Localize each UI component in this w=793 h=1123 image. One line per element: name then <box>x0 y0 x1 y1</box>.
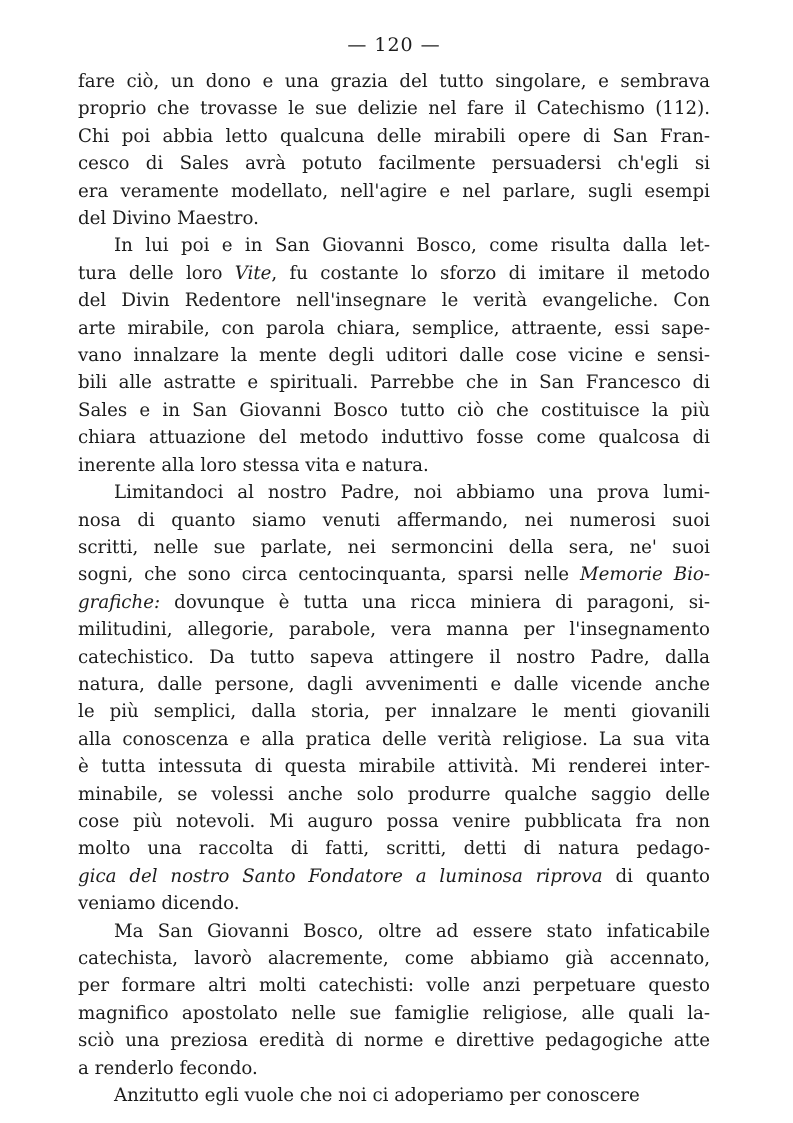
text-line: le più semplici, dalla storia, per innalzare le menti giovanili <box>78 701 710 723</box>
text-line: minabile, se volessi anche solo produrre qualche saggio delle <box>78 783 710 805</box>
text-line: del Divin Redentore nell'insegnare le verità evangeliche. Con <box>78 290 710 312</box>
text-line: fare ciò, un dono e una grazia del tutto singolare, e sembrava <box>78 71 710 92</box>
text-line: militudini, allegorie, parabole, vera manna per l'insegnamento <box>78 619 710 641</box>
text-line: per formare altri molti catechisti: volle anzi perpetuare questo <box>78 975 710 997</box>
text-line: natura, dalle persone, dagli avvenimenti e dalle vicende anche <box>78 673 710 695</box>
paragraph <box>78 918 710 1082</box>
text-line: alla conoscenza e alla pratica delle verità religiose. La sua vita <box>78 728 710 750</box>
text-line: scritti, nelle sue parlate, nei sermoncini della sera, ne' suoi <box>78 536 710 558</box>
text-line: tura delle loro Vite, fu costante lo sforzo di imitare il metodo <box>78 262 710 284</box>
page-number: — 120 — <box>347 34 441 56</box>
text-line: molto una raccolta di fatti, scritti, detti di natura pedago- <box>78 838 710 860</box>
text-line: Chi poi abbia letto qualcuna delle mirabili opere di San Fran- <box>78 125 710 147</box>
paragraph <box>78 1082 710 1109</box>
text-line: grafiche: dovunque è tutta una ricca miniera di paragoni, si- <box>78 591 710 613</box>
text-line: Sales e in San Giovanni Bosco tutto ciò che costituisce la più <box>78 399 710 421</box>
body-text <box>78 68 710 1109</box>
text-line: nosa di quanto siamo venuti affermando, nei numerosi suoi <box>78 509 710 531</box>
text-line: chiara attuazione del metodo induttivo fosse come qualcosa di <box>78 427 710 449</box>
document-page <box>78 30 710 1109</box>
text-line: del Divino Maestro. <box>78 208 259 230</box>
text-line: catechista, lavorò alacremente, come abbiamo già accennato, <box>78 948 710 969</box>
text-line: Anzitutto egli vuole che noi ci adoperiamo per conoscere <box>114 1085 640 1107</box>
text-line: veniamo dicendo. <box>78 893 240 915</box>
text-line: inerente alla loro stessa vita e natura. <box>78 454 429 476</box>
text-line: gica del nostro Santo Fondatore a luminosa riprova di quanto <box>78 865 710 887</box>
text-line: sciò una preziosa eredità di norme e direttive pedagogiche atte <box>78 1030 710 1052</box>
text-line: a renderlo fecondo. <box>78 1057 258 1079</box>
text-line: è tutta intessuta di questa mirabile attività. Mi renderei inter- <box>78 756 710 778</box>
paragraph <box>78 479 710 918</box>
text-line: cesco di Sales avrà potuto facilmente persuadersi ch'egli si <box>78 153 710 175</box>
text-line: catechistico. Da tutto sapeva attingere il nostro Padre, dalla <box>78 646 710 668</box>
text-line: Limitandoci al nostro Padre, noi abbiamo una prova lumi- <box>114 482 710 504</box>
text-line: vano innalzare la mente degli uditori dalle cose vicine e sensi- <box>78 345 710 367</box>
text-line: Ma San Giovanni Bosco, oltre ad essere stato infaticabile <box>114 920 710 942</box>
text-line: arte mirabile, con parola chiara, semplice, attraente, essi sape- <box>78 317 710 339</box>
text-line: era veramente modellato, nell'agire e nel parlare, sugli esempi <box>78 180 710 202</box>
paragraph <box>78 232 710 479</box>
text-line: bili alle astratte e spirituali. Parrebbe che in San Francesco di <box>78 372 710 394</box>
text-line: In lui poi e in San Giovanni Bosco, come risulta dalla let- <box>114 235 710 257</box>
text-line: cose più notevoli. Mi auguro possa venire pubblicata fra non <box>78 810 710 832</box>
text-line: sogni, che sono circa centocinquanta, sparsi nelle Memorie Bio- <box>78 564 710 586</box>
paragraph <box>78 68 710 232</box>
text-line: magnifico apostolato nelle sue famiglie religiose, alle quali la- <box>78 1002 710 1024</box>
text-line: proprio che trovasse le sue delizie nel fare il Catechismo (112). <box>78 98 710 120</box>
